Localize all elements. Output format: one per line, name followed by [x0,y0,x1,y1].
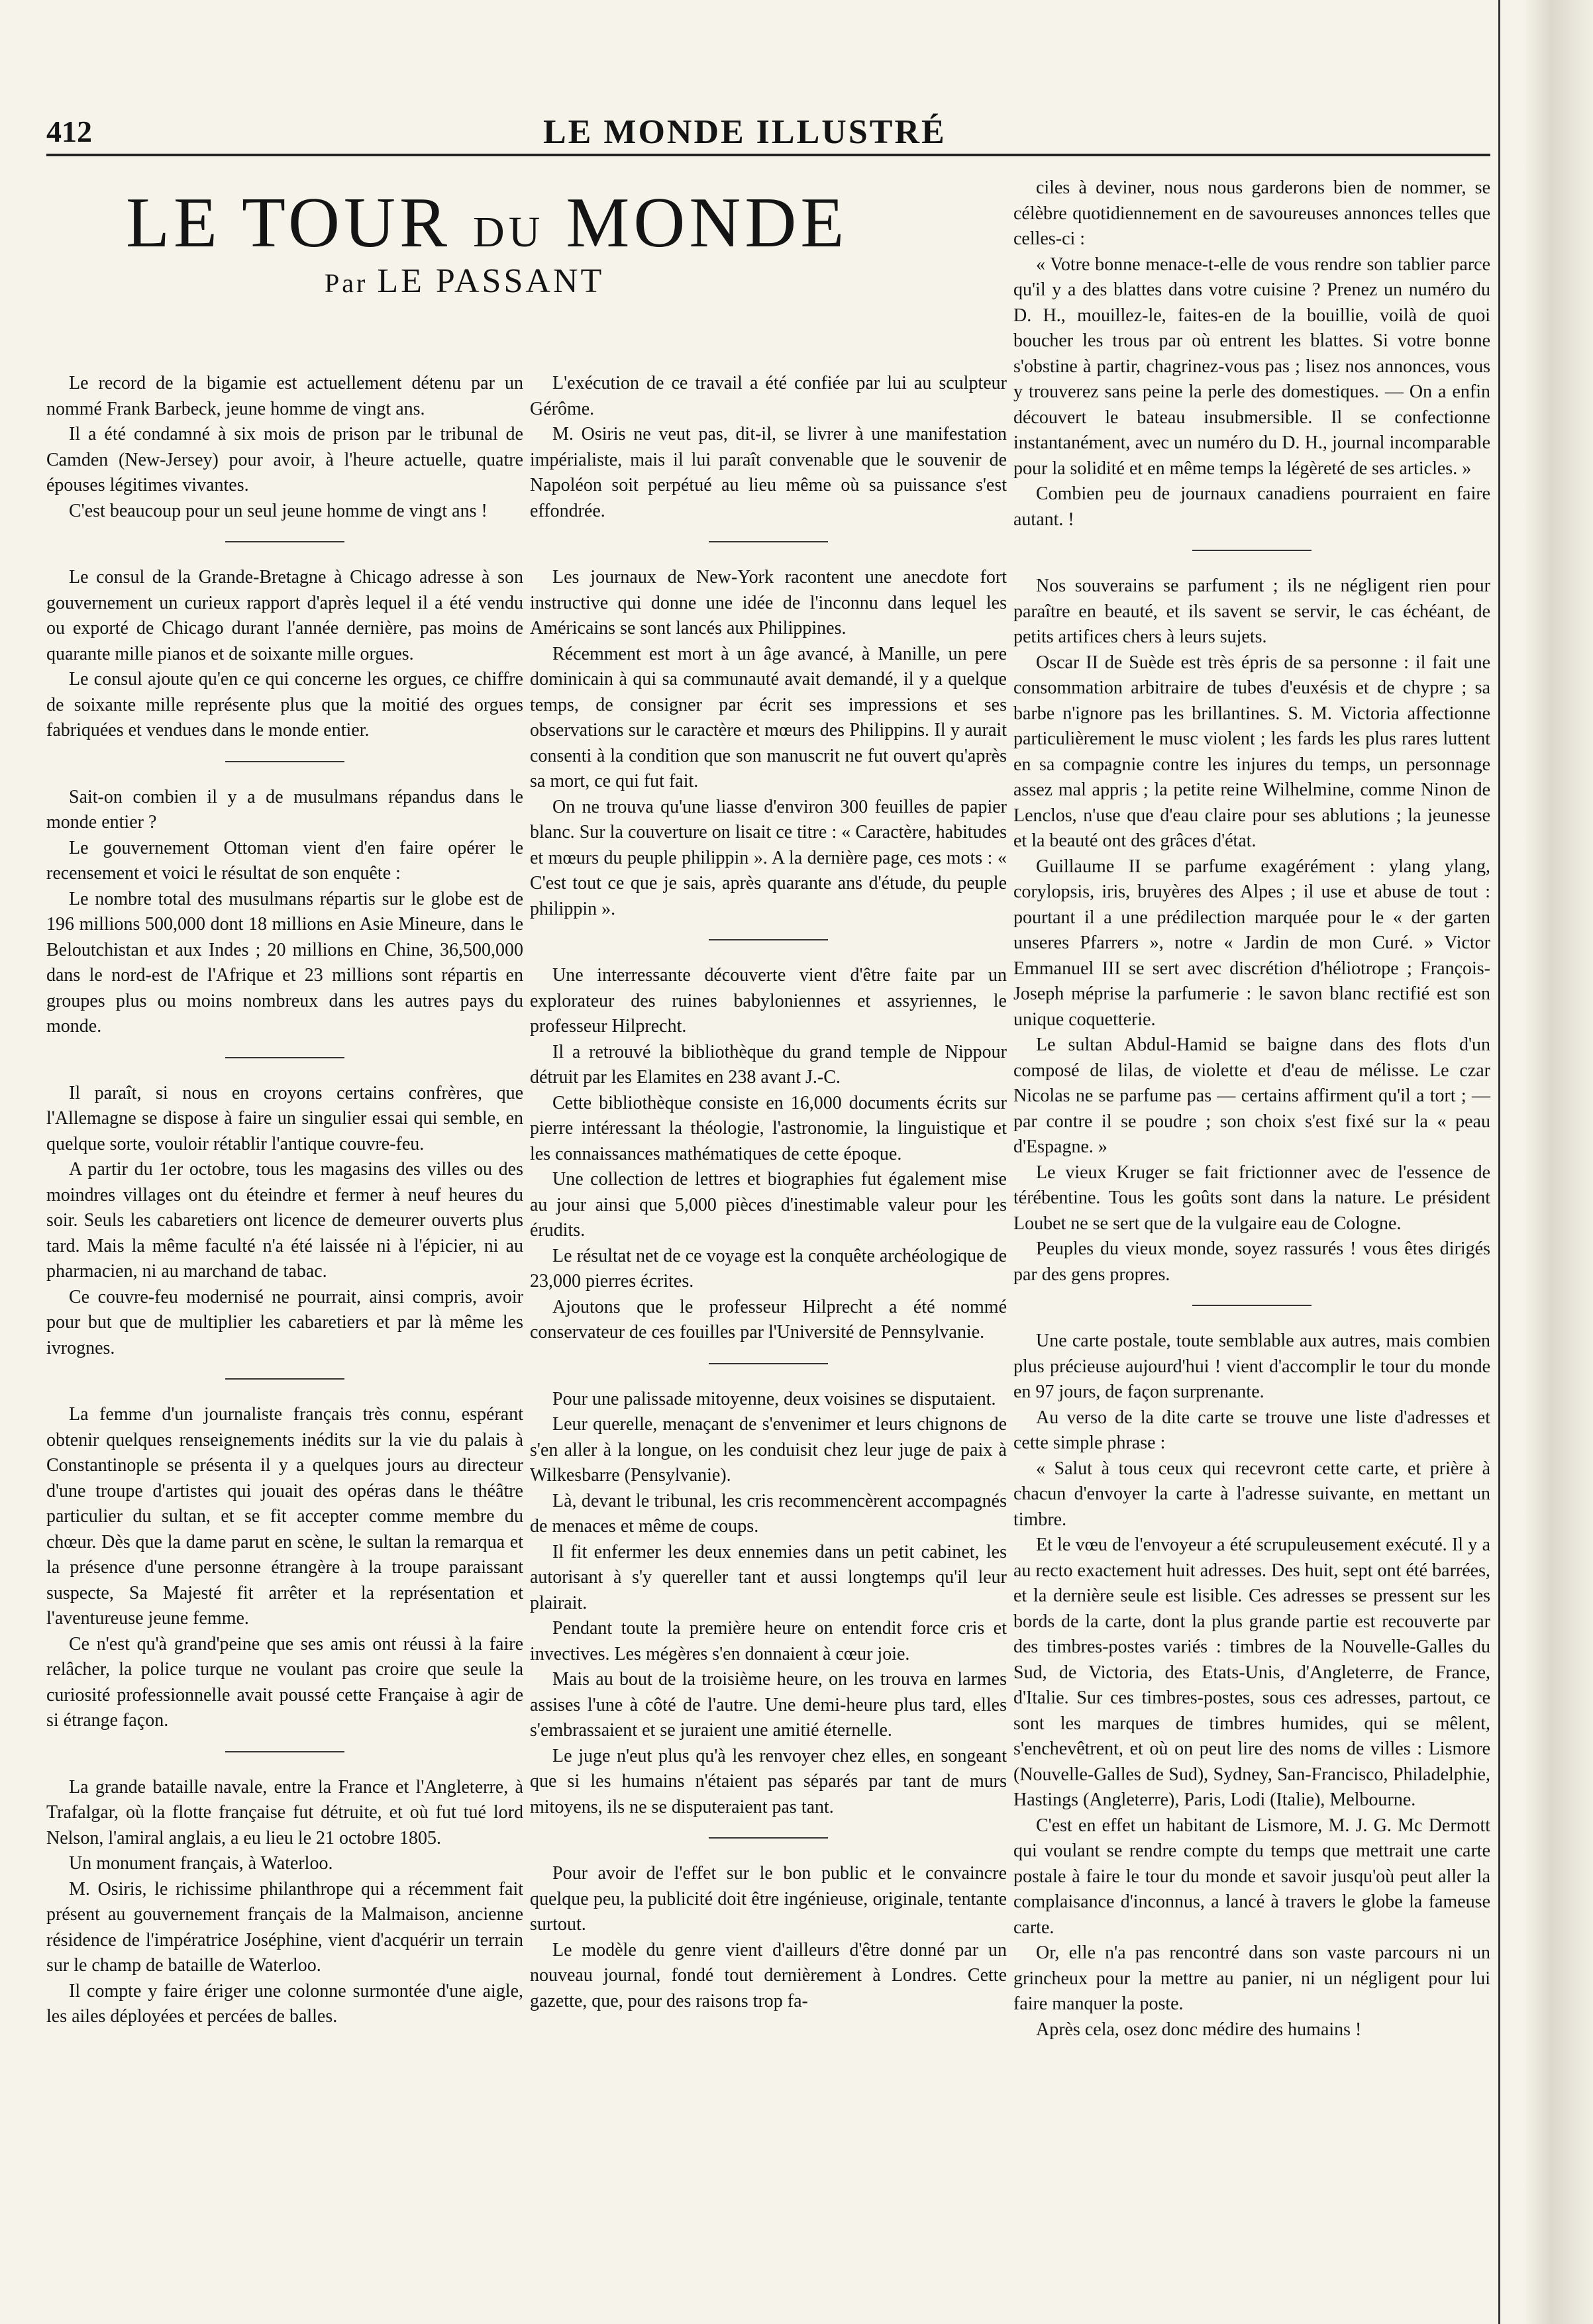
story-separator [225,541,344,542]
paragraph: On ne trouva qu'une liasse d'environ 300 feuilles de papier blanc. Sur la couverture on lisait ce titre : « Caractère, habitudes et mœurs du peuple philippin ». A la dernière page, ces mots : « C'est tout ce que je sais, après quarante ans d'étude, du peuple philippin ». [530,796,1007,919]
paragraph: Le modèle du genre vient d'ailleurs d'être donné par un nouveau journal, fondé tout dernièrement à Londres. Cette gazette, que, pour des raisons trop fa- [530,1939,1007,2011]
title-part3: MONDE [544,183,848,262]
story-separator [225,1751,344,1752]
story [530,371,1007,524]
paragraph: Après cela, osez donc médire des humains ! [1036,2019,1362,2040]
paragraph: Il a retrouvé la bibliothèque du grand temple de Nippour détruit par les Elamites en 238 avant J.-C. [530,1041,1007,1087]
paragraph: Mais au bout de la troisième heure, on les trouva en larmes assises l'une à côté de l'autre. Une demi-heure plus tard, elles s'embrassaient et se juraient une amitié éternelle. [530,1669,1007,1741]
story [46,1081,523,1362]
article-byline [325,262,604,301]
paragraph: Ajoutons que le professeur Hilprecht a été nommé conservateur de ces fouilles par l'Université de Pennsylvanie. [530,1296,1007,1342]
paragraph: Le juge n'eut plus qu'à les renvoyer chez elles, en songeant que si les humains n'étaient pas séparés par tant de murs mitoyens, ils ne se disputeraient pas tant. [530,1745,1007,1817]
paragraph: Le sultan Abdul-Hamid se baigne dans des flots d'un composé de lilas, de violette et d'eau de mélisse. Le czar Nicolas ne se parfume pas — certains affirment qu'il a tort ; — par contre il se poudre ; son choix s'est fixé sur la « peau d'Espagne. » [1013,1035,1490,1157]
story [530,1387,1007,1821]
paragraph: C'est en effet un habitant de Lismore, M. J. G. Mc Dermott qui voulant se rendre compte du temps que mettrait une carte postale à faire le tour du monde et savoir jusqu'où peut aller la complaisance d'inconnus, a lancé à travers le globe la fameuse carte. [1013,1815,1490,1938]
story [530,565,1007,922]
paragraph: Le consul ajoute qu'en ce qui concerne les orgues, ce chiffre de soixante mille représente plus que la moitié des orgues fabriquées et vendues dans le monde entier. [46,669,523,740]
paragraph: C'est beaucoup pour un seul jeune homme de vingt ans ! [69,500,488,521]
paragraph: A partir du 1er octobre, tous les magasins des villes ou des moindres villages ont du éteindre et fermer à neuf heures du soir. Seuls les cabaretiers ont licence de demeurer ouverts plus tard. Mais la même faculté n'a été laissée ni à l'épicier, ni au pharmacien, ni au marchand de tabac. [46,1159,523,1282]
byline-name: LE PASSANT [377,262,605,300]
paragraph: Il fit enfermer les deux ennemies dans un petit cabinet, les autorisant à s'y quereller tant et aussi longtemps qu'il leur plairait. [530,1541,1007,1613]
paragraph: Le consul de la Grande-Bretagne à Chicago adresse à son gouvernement un curieux rapport d'après lequel il a été vendu ou exporté de Chicago durant l'année dernière, pas moins de quarante mille pianos et de soixante mille orgues. [46,567,523,664]
paragraph: Et le vœu de l'envoyeur a été scrupuleusement exécuté. Il y a au recto exactement huit adresses. Des huit, sept ont été barrées, et la dernière seule est lisible. Ces adresses se pressent sur les bords de la carte, dont la plus grande partie est recouverte par des timbres-postes variés : timbres de la Nouvelle-Galles du Sud, de Victoria, des Etats-Unis, d'Angleterre, de France, d'Italie. Sur ces timbres-postes, sous ces adresses, partout, ce sont les marques de timbres humides, qui se mêlent, s'enchevêtrent, et où on peut lire des noms de villes : Lismore (Nouvelle-Galles de Sud), Sydney, San-Francisco, Philadelphie, Hastings (Angleterre), Paris, Lodi (Italie), Melbourne. [1013,1535,1490,1810]
paragraph: Or, elle n'a pas rencontré dans son vaste parcours ni un grincheux pour la mettre au panier, ni un négligent pour lui faire manquer la poste. [1013,1943,1490,2014]
paragraph: Peuples du vieux monde, soyez rassurés ! vous êtes dirigés par des gens propres. [1013,1238,1490,1285]
story [530,1861,1007,2014]
story [46,371,523,524]
paragraph: Il a été condamné à six mois de prison par le tribunal de Camden (New-Jersey) pour avoir, à l'heure actuelle, quatre épouses légitimes vivantes. [46,424,523,495]
page-edge-rule [1498,0,1501,2324]
paragraph: La grande bataille navale, entre la France et l'Angleterre, à Trafalgar, où la flotte française fut détruite, et où fut tué lord Nelson, l'amiral anglais, a eu lieu le 21 octobre 1805. [46,1776,523,1848]
story-separator [1192,1305,1311,1306]
story-separator [1192,550,1311,551]
page-number: 412 [46,115,92,148]
story-separator [709,939,828,940]
column-1 [46,371,523,2030]
paragraph: Un monument français, à Waterloo. [69,1853,333,1874]
paragraph: Ce couvre-feu modernisé ne pourrait, ainsi compris, avoir pour but que de multiplier les cabaretiers et par là même les ivrognes. [46,1286,523,1358]
title-part2: DU [473,208,544,256]
paragraph: Il paraît, si nous en croyons certains confrères, que l'Allemagne se dispose à faire un singulier essai qui semble, en quelque sorte, vouloir rétablir l'antique couvre-feu. [46,1082,523,1154]
paragraph: ciles à deviner, nous nous garderons bien de nommer, se célèbre quotidiennement en de savoureuses annonces telles que celles-ci : [1013,177,1490,249]
paragraph: Pour une palissade mitoyenne, deux voisines se disputaient. [552,1388,996,1409]
story-separator [709,1837,828,1839]
paragraph: « Salut à tous ceux qui recevront cette carte, et prière à chacun d'envoyer la carte à l'adresse suivante, en mettant un timbre. [1013,1458,1490,1530]
paragraph: La femme d'un journaliste français très connu, espérant obtenir quelques renseignements inédits sur la vie du palais à Constantinople se présenta il y a quelques jours au directeur d'une troupe d'artistes qui jouait des opéras dans le théâtre particulier du sultan, et se fit accepter comme membre du chœur. Dès que la dame parut en scène, le sultan la remarqua et la présence d'une personne étrangère à la troupe paraissant suspecte, Sa Majesté fit arrêter et la représentation et l'aventureuse jeune femme. [46,1404,523,1629]
paragraph: Le record de la bigamie est actuellement détenu par un nommé Frank Barbeck, jeune homme de vingt ans. [46,373,523,419]
title-part1: LE TOUR [126,183,474,262]
paragraph: Nos souverains se parfument ; ils ne négligent rien pour paraître en beauté, et ils savent se servir, le cas échéant, de petits artifices chers à leurs sujets. [1013,576,1490,647]
paragraph: Ce n'est qu'à grand'peine que ses amis ont réussi à la faire relâcher, la police turque ne voulant pas croire que seule la curiosité professionnelle avait poussé cette Française à agir de si étrange façon. [46,1633,523,1731]
column-2 [530,371,1007,2014]
paragraph: Le vieux Kruger se fait frictionner avec de l'essence de térébentine. Tous les goûts sont dans la nature. Le président Loubet ne se sert que de la vulgaire eau de Cologne. [1013,1162,1490,1234]
masthead: LE MONDE ILLUSTRÉ [543,113,947,151]
story-separator [225,1057,344,1058]
paragraph: Leur querelle, menaçant de s'envenimer et leurs chignons de s'en aller à la longue, on les conduisit chez leur juge de paix à Wilkesbarre (Pensylvanie). [530,1414,1007,1486]
paragraph: Une collection de lettres et biographies fut également mise au jour ainsi que 5,000 pièces d'inestimable valeur pour les érudits. [530,1169,1007,1240]
paragraph: L'exécution de ce travail a été confiée par lui au sculpteur Gérôme. [530,373,1007,419]
paragraph: Une carte postale, toute semblable aux autres, mais combien plus précieuse aujourd'hui ! vient d'accomplir le tour du monde en 97 jours, de façon surprenante. [1013,1331,1490,1402]
paragraph: Les journaux de New-York racontent une anecdote fort instructive qui donne une idée de l'inconnu dans lequel les Américains se sont lancés aux Philippines. [530,567,1007,638]
paragraph: Le résultat net de ce voyage est la conquête archéologique de 23,000 pierres écrites. [530,1245,1007,1291]
paragraph: Récemment est mort à un âge avancé, à Manille, un pere dominicain à qui sa communauté avait demandé, il y a quelque temps, de consigner par écrit ses impressions et ses observations sur le caractère et mœurs des Philippins. Il y aurait consenti à la condition que son manuscrit ne fut ouvert qu'après sa mort, ce qui fut fait. [530,643,1007,791]
paragraph: Le nombre total des musulmans répartis sur le globe est de 196 millions 500,000 dont 18 millions en Asie Mineure, dans le Beloutchistan et aux Indes ; 20 millions en Chine, 36,500,000 dans le nord-est de l'Afrique et 23 millions sont répartis en groupes plus ou moins nombreux dans les autres pays du monde. [46,888,523,1036]
story-separator [709,1363,828,1364]
column-3 [1013,176,1490,2043]
article-title [126,182,848,264]
story [1013,1329,1490,2043]
paragraph: Le gouvernement Ottoman vient d'en faire opérer le recensement et voici le résultat de son enquête : [46,837,523,884]
paragraph: Sait-on combien il y a de musulmans répandus dans le monde entier ? [46,786,523,833]
story-separator [225,761,344,762]
story-separator [709,541,828,542]
paragraph: Cette bibliothèque consiste en 16,000 documents écrits sur pierre intéressant la théologie, l'astronomie, la linguistique et les connaissances mathématiques de cette époque. [530,1092,1007,1164]
story [530,963,1007,1346]
paragraph: Une interressante découverte vient d'être faite par un explorateur des ruines babyloniennes et assyriennes, le professeur Hilprecht. [530,965,1007,1036]
paragraph: Pour avoir de l'effet sur le bon public et le convaincre quelque peu, la publicité doit être ingénieuse, originale, tentante surtout. [530,1863,1007,1935]
paragraph: Au verso de la dite carte se trouve une liste d'adresses et cette simple phrase : [1013,1407,1490,1453]
story [1013,176,1490,532]
story [46,1402,523,1734]
story [46,565,523,744]
paragraph: Combien peu de journaux canadiens pourraient en faire autant. ! [1013,483,1490,530]
paragraph: Là, devant le tribunal, les cris recommencèrent accompagnés de menaces et même de coups. [530,1490,1007,1537]
byline-prefix: Par [325,268,378,298]
story [46,1775,523,2030]
paragraph: « Votre bonne menace-t-elle de vous rendre son tablier parce qu'il y a des blattes dans votre cuisine ? Prenez un numéro du D. H., mouillez-le, faites-en de la bouillie, voilà de quoi boucher les trous par où entrent les blattes. Si votre bonne s'obstine à partir, chagrinez-vous pas ; lisez nos annonces, vous y trouverez sans peine la perle des domestiques. — On a enfin découvert le bateau insubmersible. Il se confectionne instantanément, avec un numéro du D. H., journal incomparable pour la solidité et en même temps la légèreté de ses articles. » [1013,254,1490,479]
paragraph: Pendant toute la première heure on entendit force cris et invectives. Les mégères s'en donnaient à cœur joie. [530,1618,1007,1664]
paragraph: Il compte y faire ériger une colonne surmontée d'une aigle, les ailes déployées et percées de balles. [46,1980,523,2027]
story [46,785,523,1040]
paragraph: Guillaume II se parfume exagérément : ylang ylang, corylopsis, iris, bruyères des Alpes ; il use et abuse de tout : pourtant il a une prédilection marquée pour le « der garten unseres Pfarrers », notre « Jardin de mon Curé. » Victor Emmanuel III se sert avec discrétion d'héliotrope ; François-Joseph méprise la parfumerie : le savon blanc rectifié est son unique coquetterie. [1013,856,1490,1030]
story-separator [225,1378,344,1380]
paragraph: M. Osiris ne veut pas, dit-il, se livrer à une manifestation impérialiste, mais il lui paraît convenable que le souvenir de Napoléon soit perpétué au lieu même où sa puissance s'est effondrée. [530,424,1007,521]
paragraph: Oscar II de Suède est très épris de sa personne : il fait une consommation arbitraire de tubes d'euxésis et de chypre ; sa barbe n'ignore pas les brillantines. S. M. Victoria affectionne particulièrement le musc violent ; les fards les plus rares luttent en sa compagnie contre les injures du temps, un personnage assez mal appris ; la petite reine Wilhelmine, comme Ninon de Lenclos, n'use que d'eau claire pour ses ablutions ; la jeunesse et la beauté ont des grâces d'état. [1013,652,1490,851]
paragraph: M. Osiris, le richissime philanthrope qui a récemment fait présent au gouvernement français de la Malmaison, ancienne résidence de l'impératrice Joséphine, vient d'acquérir un terrain sur le champ de bataille de Waterloo. [46,1878,523,1976]
page-edge-shadow [1523,0,1593,2324]
header-rule [46,154,1490,156]
story [1013,574,1490,1288]
